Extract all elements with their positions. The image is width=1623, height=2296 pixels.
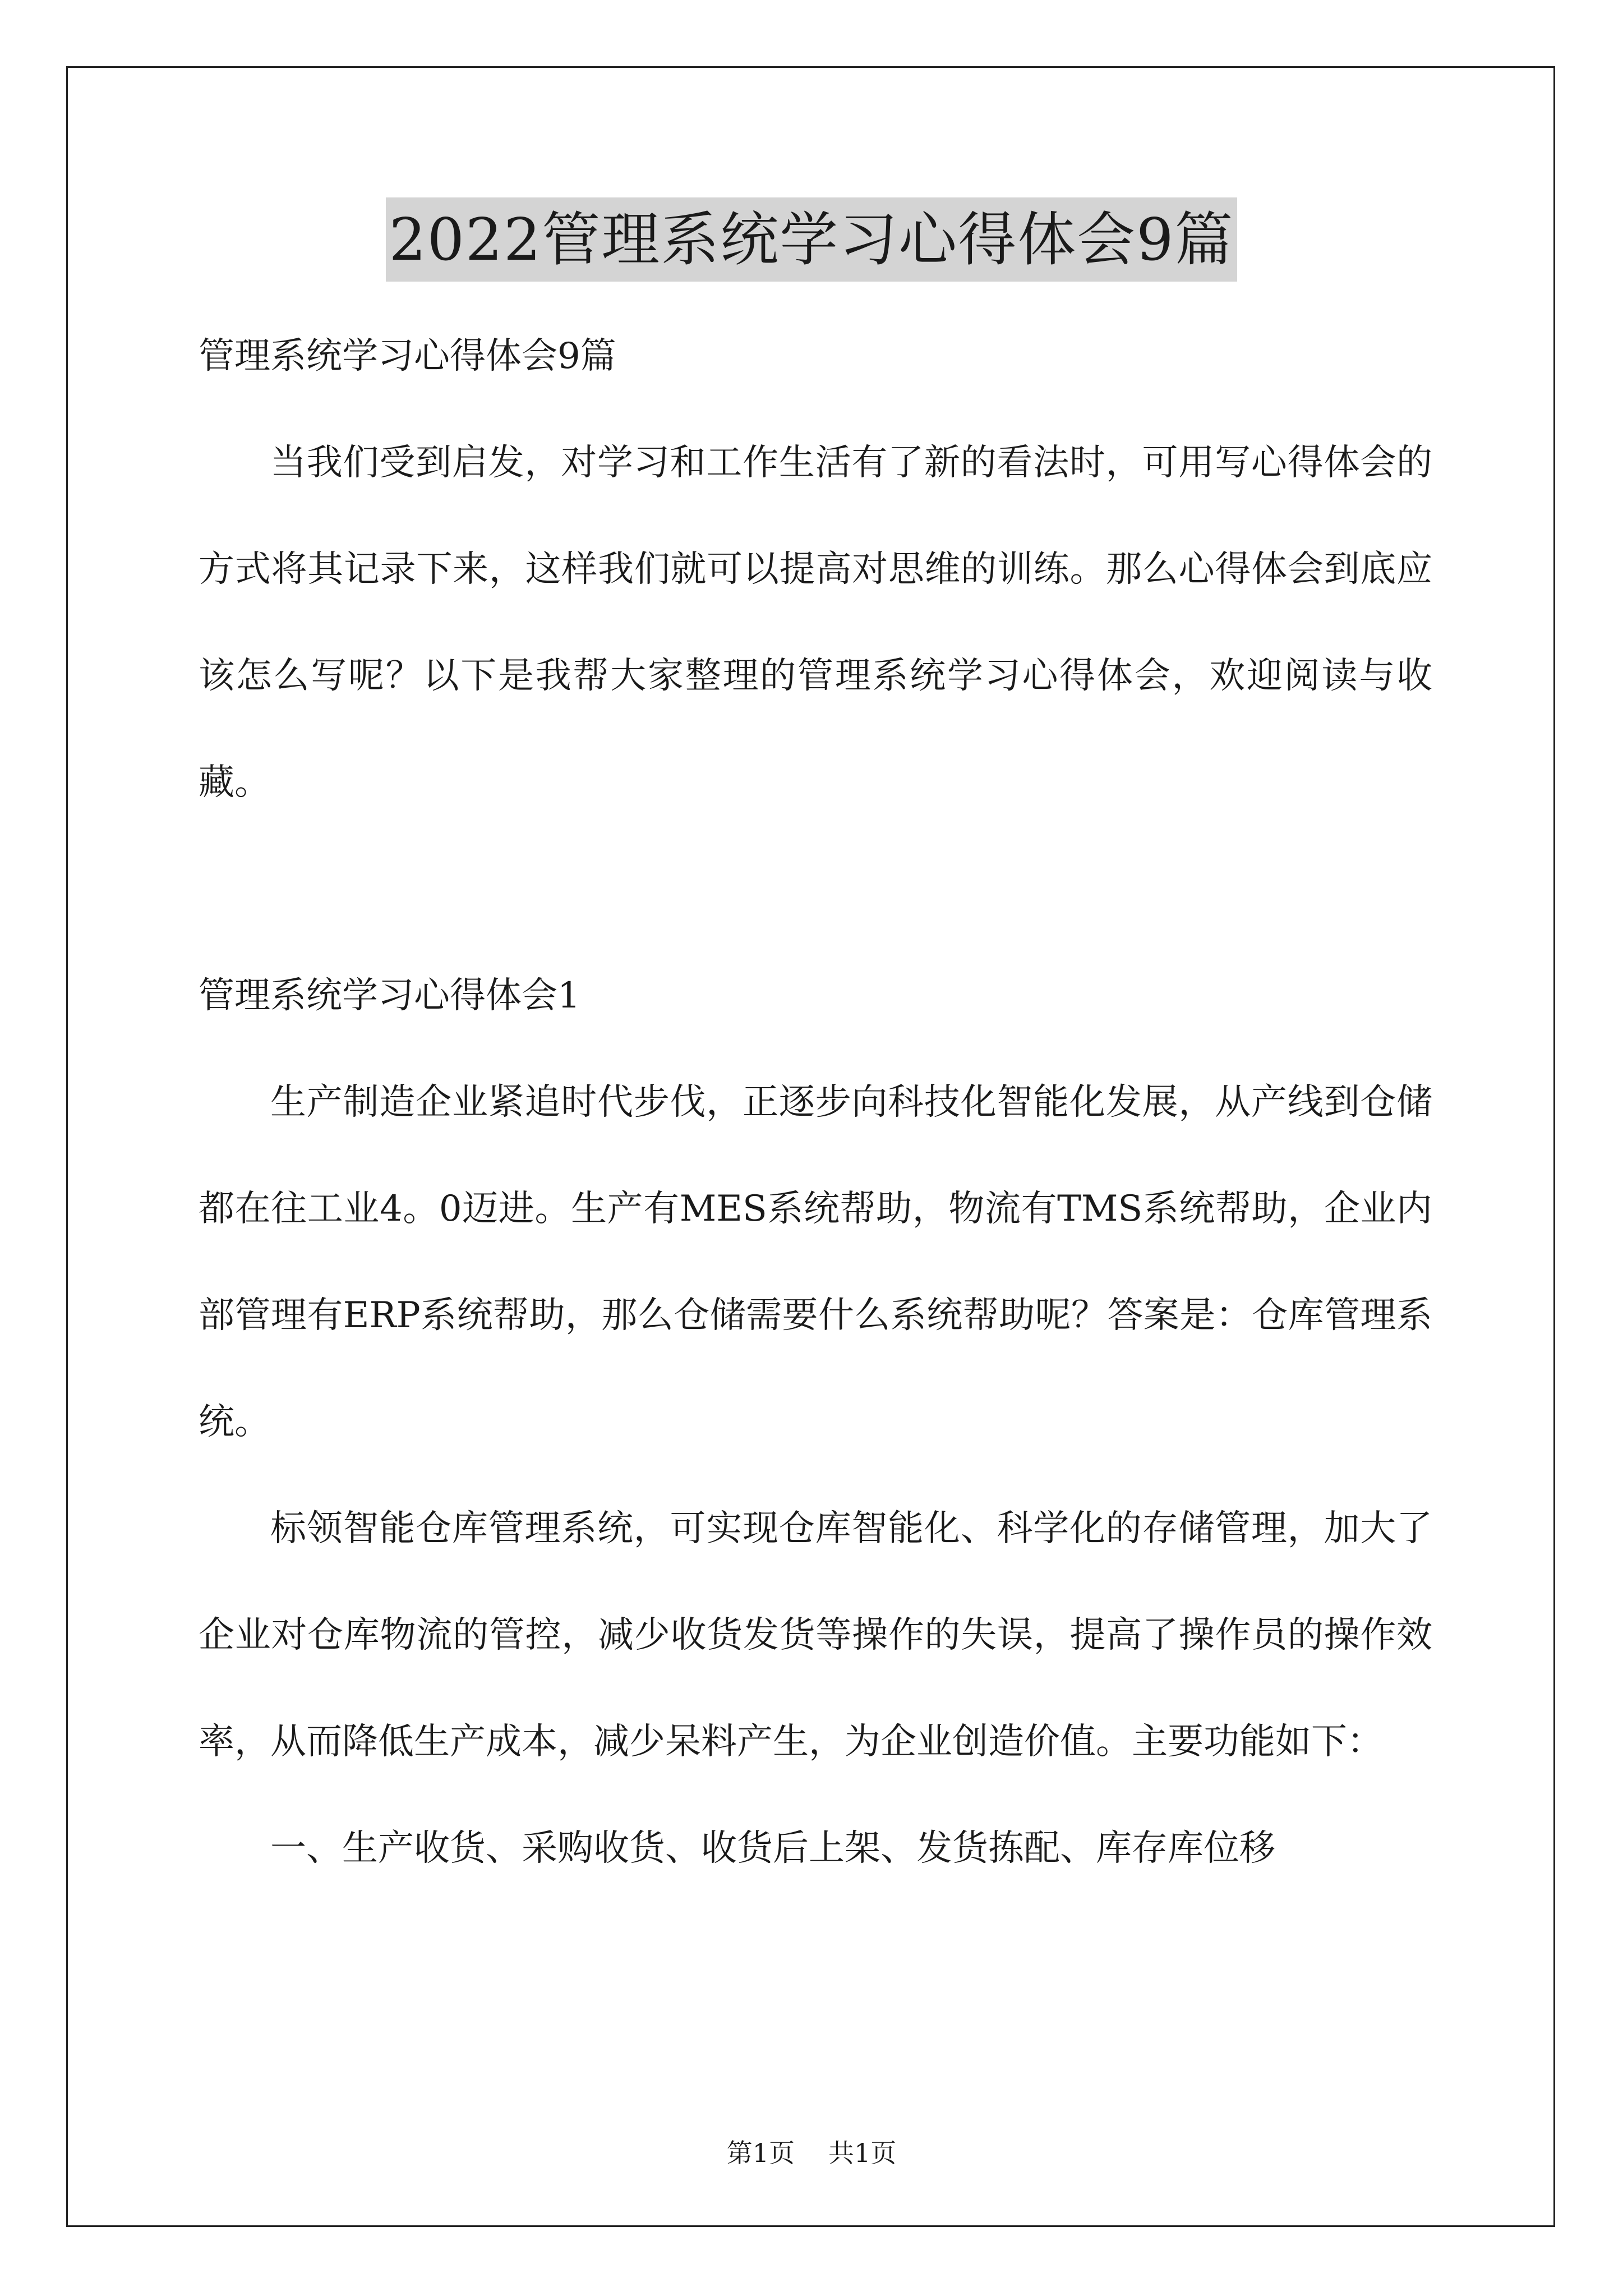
paragraph-spacer <box>199 836 1432 942</box>
body-paragraph: 生产制造企业紧追时代步伐，正逐步向科技化智能化发展，从产线到仓储都在往工业4。0迈进。生产有MES系统帮助，物流有TMS系统帮助，企业内部管理有ERP系统帮助，那么仓储需要什么系统帮助呢？答案是：仓库管理系统。 <box>199 1082 1432 1443</box>
page-total: 共1页 <box>828 2138 897 2168</box>
body-paragraph: 标领智能仓库管理系统，可实现仓库智能化、科学化的存储管理，加大了企业对仓库物流的管控，减少收货发货等操作的失误，提高了操作员的操作效率，从而降低生产成本，减少呆料产生，为企业创造价值。主要功能如下： <box>199 1508 1432 1763</box>
body-paragraph: 一、生产收货、采购收货、收货后上架、发货拣配、库存库位移 <box>270 1828 1275 1869</box>
page-number: 第1页 <box>726 2138 795 2168</box>
document-title: 2022管理系统学习心得体会9篇 <box>386 197 1238 282</box>
document-body <box>199 303 1432 1902</box>
page-footer <box>0 2136 1623 2170</box>
intro-paragraph: 当我们受到启发，对学习和工作生活有了新的看法时，可用写心得体会的方式将其记录下来，这样我们就可以提高对思维的训练。那么心得体会到底应该怎么写呢？以下是我帮大家整理的管理系统学习心得体会，欢迎阅读与收藏。 <box>199 442 1432 803</box>
section-heading: 管理系统学习心得体会1 <box>199 975 580 1016</box>
title-container <box>0 197 1623 282</box>
document-subtitle: 管理系统学习心得体会9篇 <box>199 335 616 377</box>
